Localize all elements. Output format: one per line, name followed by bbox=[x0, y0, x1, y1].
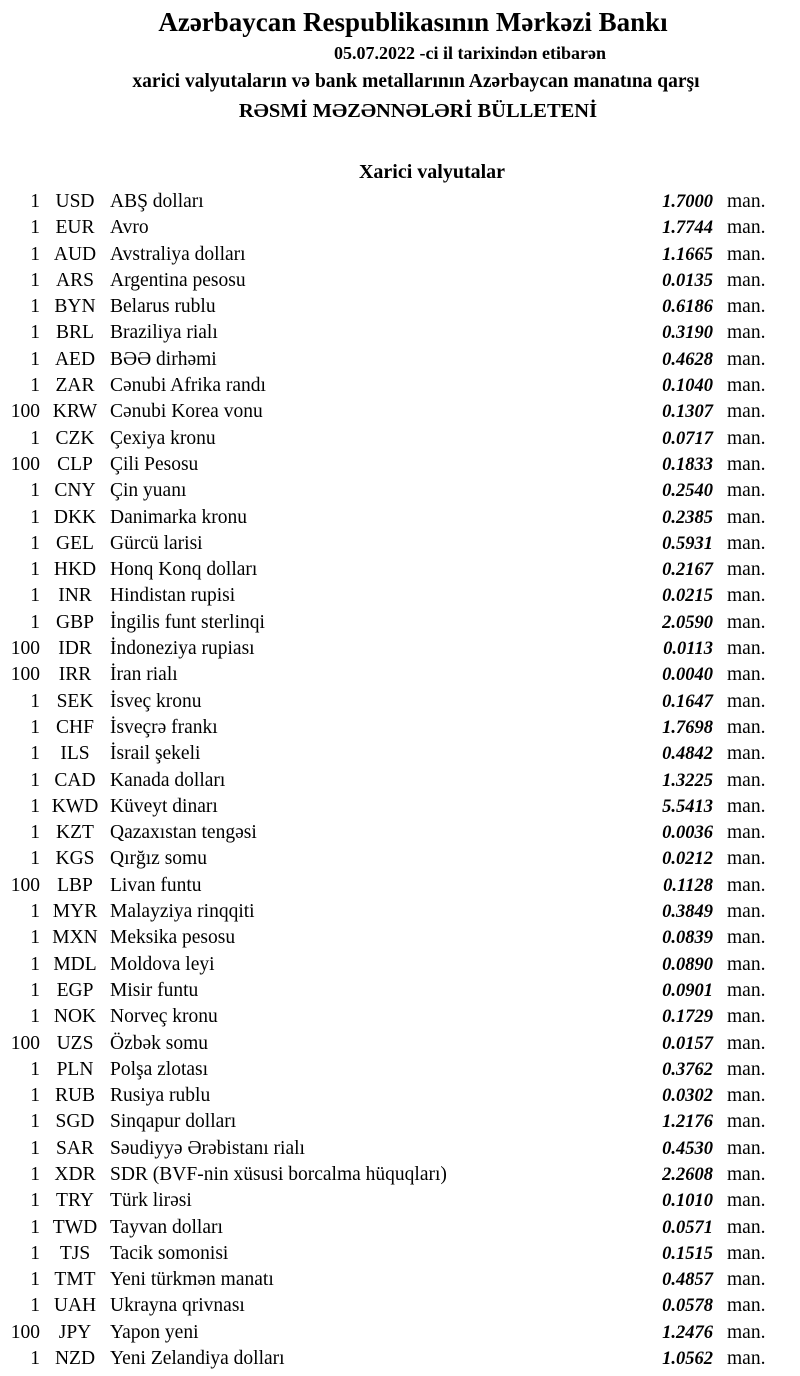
currency-code: LBP bbox=[57, 874, 93, 896]
exchange-rate: 0.0040 bbox=[662, 665, 713, 686]
exchange-rate: 0.1040 bbox=[662, 376, 713, 397]
exchange-rate: 0.2540 bbox=[662, 481, 713, 502]
currency-name: İndoneziya rupiası bbox=[110, 638, 255, 660]
currency-name: Avro bbox=[110, 217, 149, 239]
unit-label: man. bbox=[727, 611, 766, 633]
unit-label: man. bbox=[727, 848, 766, 870]
nominal-amount: 1 bbox=[30, 1111, 40, 1133]
currency-code: CAD bbox=[54, 769, 96, 791]
currency-code: UZS bbox=[56, 1032, 94, 1054]
rate-row bbox=[0, 1109, 800, 1135]
unit-label: man. bbox=[727, 901, 766, 923]
exchange-rate: 0.1729 bbox=[662, 1007, 713, 1028]
currency-name: Çili Pesosu bbox=[110, 453, 199, 475]
unit-label: man. bbox=[727, 427, 766, 449]
currency-name: Cənubi Korea vonu bbox=[110, 401, 263, 423]
currency-name: BƏƏ dirhəmi bbox=[110, 348, 217, 370]
currency-code: MXN bbox=[52, 927, 98, 949]
section-title-foreign-currencies: Xarici valyutalar bbox=[358, 161, 506, 183]
currency-code: AUD bbox=[53, 243, 97, 265]
unit-label: man. bbox=[727, 506, 766, 528]
currency-name: Yapon yeni bbox=[110, 1321, 199, 1343]
rate-row bbox=[0, 925, 800, 951]
currency-code: SAR bbox=[56, 1137, 94, 1159]
nominal-amount: 1 bbox=[30, 901, 40, 923]
unit-label: man. bbox=[727, 743, 766, 765]
currency-code: CHF bbox=[56, 716, 94, 738]
unit-label: man. bbox=[727, 979, 766, 1001]
rate-row bbox=[0, 320, 800, 346]
rate-row bbox=[0, 1162, 800, 1188]
rate-row bbox=[0, 1004, 800, 1030]
nominal-amount: 1 bbox=[30, 716, 40, 738]
exchange-rate: 1.2176 bbox=[662, 1112, 713, 1133]
currency-name: Yeni Zelandiya dolları bbox=[110, 1348, 285, 1370]
rate-row bbox=[0, 846, 800, 872]
exchange-rate: 0.1647 bbox=[662, 691, 713, 712]
exchange-rate: 0.4842 bbox=[662, 744, 713, 765]
exchange-rate: 0.1307 bbox=[662, 402, 713, 423]
exchange-rate: 0.3190 bbox=[662, 323, 713, 344]
currency-code: CZK bbox=[55, 427, 95, 449]
unit-label: man. bbox=[727, 716, 766, 738]
unit-label: man. bbox=[727, 1348, 766, 1370]
currency-name: Qazaxıstan tengəsi bbox=[110, 822, 257, 844]
rate-row bbox=[0, 1215, 800, 1241]
exchange-rate: 0.0578 bbox=[662, 1296, 713, 1317]
currency-code: MDL bbox=[53, 953, 97, 975]
unit-label: man. bbox=[727, 664, 766, 686]
unit-label: man. bbox=[727, 296, 766, 318]
rate-row bbox=[0, 373, 800, 399]
currency-code: SEK bbox=[56, 690, 94, 712]
nominal-amount: 1 bbox=[30, 1348, 40, 1370]
nominal-amount: 1 bbox=[30, 1137, 40, 1159]
currency-code: CNY bbox=[54, 480, 96, 502]
currency-name: Çin yuanı bbox=[110, 480, 187, 502]
currency-code: TJS bbox=[59, 1242, 91, 1264]
currency-name: Misir funtu bbox=[110, 979, 199, 1001]
exchange-rate: 2.0590 bbox=[662, 612, 713, 633]
rate-row bbox=[0, 1031, 800, 1057]
bulletin-title: RƏSMİ MƏZƏNNƏLƏRİ BÜLLETENİ bbox=[238, 100, 598, 122]
currency-code: NOK bbox=[53, 1006, 97, 1028]
currency-code: GBP bbox=[56, 611, 94, 633]
rate-row bbox=[0, 1346, 800, 1372]
nominal-amount: 100 bbox=[10, 638, 40, 660]
nominal-amount: 1 bbox=[30, 1269, 40, 1291]
rate-row bbox=[0, 610, 800, 636]
unit-label: man. bbox=[727, 1085, 766, 1107]
nominal-amount: 1 bbox=[30, 585, 40, 607]
currency-name: Norveç kronu bbox=[110, 1006, 218, 1028]
currency-code: XDR bbox=[54, 1163, 96, 1185]
nominal-amount: 1 bbox=[30, 979, 40, 1001]
unit-label: man. bbox=[727, 269, 766, 291]
currency-code: ARS bbox=[56, 269, 94, 291]
currency-name: Cənubi Afrika randı bbox=[110, 375, 266, 397]
currency-name: Argentina pesosu bbox=[110, 269, 246, 291]
exchange-rate: 0.4628 bbox=[662, 349, 713, 370]
rates-table bbox=[0, 189, 800, 1372]
rate-row bbox=[0, 399, 800, 425]
unit-label: man. bbox=[727, 585, 766, 607]
nominal-amount: 100 bbox=[10, 874, 40, 896]
currency-code: CLP bbox=[57, 453, 93, 475]
currency-name: SDR (BVF-nin xüsusi borcalma hüquqları) bbox=[110, 1163, 447, 1185]
rate-row bbox=[0, 531, 800, 557]
rate-row bbox=[0, 820, 800, 846]
unit-label: man. bbox=[727, 927, 766, 949]
unit-label: man. bbox=[727, 1006, 766, 1028]
exchange-rate: 0.0212 bbox=[662, 849, 713, 870]
exchange-rate: 0.6186 bbox=[662, 297, 713, 318]
currency-name: Rusiya rublu bbox=[110, 1085, 211, 1107]
currency-code: KRW bbox=[52, 401, 98, 423]
currency-code: UAH bbox=[53, 1295, 97, 1317]
nominal-amount: 1 bbox=[30, 743, 40, 765]
rate-row bbox=[0, 715, 800, 741]
currency-name: Honq Konq dolları bbox=[110, 559, 258, 581]
bank-name-title: Azərbaycan Respublikasının Mərkəzi Bankı bbox=[158, 7, 668, 37]
exchange-rate: 0.3849 bbox=[662, 902, 713, 923]
nominal-amount: 1 bbox=[30, 532, 40, 554]
unit-label: man. bbox=[727, 191, 766, 212]
currency-code: NZD bbox=[54, 1348, 96, 1370]
exchange-rate: 0.1128 bbox=[663, 875, 713, 896]
currency-name: Yeni türkmən manatı bbox=[110, 1269, 274, 1291]
unit-label: man. bbox=[727, 559, 766, 581]
currency-code: TWD bbox=[52, 1216, 98, 1238]
currency-name: Livan funtu bbox=[110, 874, 202, 896]
unit-label: man. bbox=[727, 375, 766, 397]
currency-name: Səudiyyə Ərəbistanı rialı bbox=[110, 1137, 305, 1159]
nominal-amount: 1 bbox=[30, 427, 40, 449]
rate-row bbox=[0, 768, 800, 794]
rate-row bbox=[0, 347, 800, 373]
nominal-amount: 1 bbox=[30, 191, 40, 212]
currency-code: GEL bbox=[56, 532, 94, 554]
unit-label: man. bbox=[727, 769, 766, 791]
currency-name: Türk lirəsi bbox=[110, 1190, 192, 1212]
currency-code: PLN bbox=[56, 1058, 94, 1080]
unit-label: man. bbox=[727, 795, 766, 817]
currency-name: Sinqapur dolları bbox=[110, 1111, 237, 1133]
exchange-rate: 0.5931 bbox=[662, 533, 713, 554]
rate-row bbox=[0, 1293, 800, 1319]
currency-name: İsrail şekeli bbox=[110, 743, 201, 765]
currency-name: ABŞ dolları bbox=[110, 191, 204, 212]
rate-row bbox=[0, 426, 800, 452]
nominal-amount: 1 bbox=[30, 822, 40, 844]
exchange-rate: 1.3225 bbox=[662, 770, 713, 791]
unit-label: man. bbox=[727, 348, 766, 370]
currency-code: BRL bbox=[56, 322, 94, 344]
rate-row bbox=[0, 557, 800, 583]
currency-code: HKD bbox=[53, 559, 97, 581]
exchange-rate: 0.0302 bbox=[662, 1086, 713, 1107]
rate-row bbox=[0, 478, 800, 504]
rate-row bbox=[0, 583, 800, 609]
currency-name: Gürcü larisi bbox=[110, 532, 203, 554]
rate-row bbox=[0, 662, 800, 688]
exchange-rate: 1.2476 bbox=[662, 1322, 713, 1343]
currency-code: SGD bbox=[55, 1111, 95, 1133]
currency-code: IDR bbox=[58, 638, 92, 660]
exchange-rate: 0.0113 bbox=[663, 639, 713, 660]
nominal-amount: 1 bbox=[30, 953, 40, 975]
currency-code: KWD bbox=[51, 795, 99, 817]
exchange-rate: 0.2167 bbox=[662, 560, 713, 581]
nominal-amount: 1 bbox=[30, 927, 40, 949]
exchange-rate: 0.0890 bbox=[662, 954, 713, 975]
exchange-rate: 0.0135 bbox=[662, 270, 713, 291]
unit-label: man. bbox=[727, 1190, 766, 1212]
nominal-amount: 1 bbox=[30, 559, 40, 581]
rate-row bbox=[0, 294, 800, 320]
currency-name: Belarus rublu bbox=[110, 296, 216, 318]
nominal-amount: 1 bbox=[30, 506, 40, 528]
currency-code: EUR bbox=[55, 217, 95, 239]
exchange-rate: 5.5413 bbox=[662, 796, 713, 817]
currency-name: Avstraliya dolları bbox=[110, 243, 246, 265]
rate-row bbox=[0, 636, 800, 662]
currency-code: EGP bbox=[56, 979, 94, 1001]
unit-label: man. bbox=[727, 322, 766, 344]
currency-name: Malayziya rinqqiti bbox=[110, 901, 255, 923]
currency-name: Özbək somu bbox=[110, 1032, 209, 1054]
currency-code: TRY bbox=[56, 1190, 94, 1212]
nominal-amount: 1 bbox=[30, 1085, 40, 1107]
exchange-rate: 0.1010 bbox=[662, 1191, 713, 1212]
exchange-rate: 0.4530 bbox=[662, 1138, 713, 1159]
currency-name: Tacik somonisi bbox=[110, 1242, 229, 1264]
currency-name: Ukrayna qrivnası bbox=[110, 1295, 245, 1317]
nominal-amount: 100 bbox=[10, 1321, 40, 1343]
unit-label: man. bbox=[727, 453, 766, 475]
unit-label: man. bbox=[727, 243, 766, 265]
currency-name: Kanada dolları bbox=[110, 769, 226, 791]
currency-name: Küveyt dinarı bbox=[110, 795, 218, 817]
nominal-amount: 1 bbox=[30, 1295, 40, 1317]
exchange-rate: 1.1665 bbox=[662, 244, 713, 265]
nominal-amount: 1 bbox=[30, 1216, 40, 1238]
nominal-amount: 1 bbox=[30, 1242, 40, 1264]
unit-label: man. bbox=[727, 822, 766, 844]
unit-label: man. bbox=[727, 401, 766, 423]
exchange-rate: 2.2608 bbox=[662, 1164, 713, 1185]
currency-name: Meksika pesosu bbox=[110, 927, 236, 949]
rate-row bbox=[0, 873, 800, 899]
unit-label: man. bbox=[727, 480, 766, 502]
nominal-amount: 1 bbox=[30, 848, 40, 870]
effective-date-line: 05.07.2022 -ci il tarixindən etibarən bbox=[334, 43, 606, 63]
currency-name: İngilis funt sterlinqi bbox=[110, 611, 265, 633]
rate-row bbox=[0, 1241, 800, 1267]
nominal-amount: 1 bbox=[30, 269, 40, 291]
currency-code: JPY bbox=[58, 1321, 92, 1343]
exchange-rate: 0.2385 bbox=[662, 507, 713, 528]
currency-code: AED bbox=[54, 348, 96, 370]
rate-row bbox=[0, 1136, 800, 1162]
unit-label: man. bbox=[727, 1111, 766, 1133]
nominal-amount: 1 bbox=[30, 348, 40, 370]
rate-row bbox=[0, 242, 800, 268]
unit-label: man. bbox=[727, 217, 766, 239]
unit-label: man. bbox=[727, 1295, 766, 1317]
nominal-amount: 1 bbox=[30, 690, 40, 712]
currency-name: Çexiya kronu bbox=[110, 427, 216, 449]
unit-label: man. bbox=[727, 1269, 766, 1291]
currency-code: TMT bbox=[54, 1269, 96, 1291]
nominal-amount: 1 bbox=[30, 375, 40, 397]
unit-label: man. bbox=[727, 532, 766, 554]
currency-name: Tayvan dolları bbox=[110, 1216, 223, 1238]
exchange-rate: 1.7000 bbox=[662, 192, 713, 212]
currency-code: MYR bbox=[52, 901, 98, 923]
rate-row bbox=[0, 452, 800, 478]
rate-row bbox=[0, 1267, 800, 1293]
exchange-rate: 1.0562 bbox=[662, 1349, 713, 1370]
rate-row bbox=[0, 268, 800, 294]
unit-label: man. bbox=[727, 1321, 766, 1343]
unit-label: man. bbox=[727, 1216, 766, 1238]
bulletin-subtitle: xarici valyutaların və bank metallarının Azərbaycan manatına qarşı bbox=[132, 71, 700, 92]
unit-label: man. bbox=[727, 874, 766, 896]
unit-label: man. bbox=[727, 1137, 766, 1159]
nominal-amount: 1 bbox=[30, 243, 40, 265]
exchange-rate: 0.3762 bbox=[662, 1059, 713, 1080]
rate-row bbox=[0, 189, 800, 215]
rate-row bbox=[0, 952, 800, 978]
rate-row bbox=[0, 689, 800, 715]
nominal-amount: 1 bbox=[30, 769, 40, 791]
exchange-rate: 0.0901 bbox=[662, 980, 713, 1001]
currency-name: Moldova leyi bbox=[110, 953, 215, 975]
exchange-rate: 0.0839 bbox=[662, 928, 713, 949]
nominal-amount: 1 bbox=[30, 1058, 40, 1080]
nominal-amount: 1 bbox=[30, 296, 40, 318]
rate-row bbox=[0, 505, 800, 531]
rate-row bbox=[0, 794, 800, 820]
exchange-rate: 0.1515 bbox=[662, 1243, 713, 1264]
currency-name: Qırğız somu bbox=[110, 848, 207, 870]
currency-code: RUB bbox=[54, 1085, 96, 1107]
nominal-amount: 100 bbox=[10, 401, 40, 423]
nominal-amount: 100 bbox=[10, 453, 40, 475]
currency-name: Braziliya rialı bbox=[110, 322, 218, 344]
unit-label: man. bbox=[727, 1032, 766, 1054]
rate-row bbox=[0, 1083, 800, 1109]
rate-row bbox=[0, 978, 800, 1004]
currency-code: DKK bbox=[53, 506, 97, 528]
exchange-rate: 1.7744 bbox=[662, 218, 713, 239]
exchange-rate: 0.1833 bbox=[662, 454, 713, 475]
exchange-rate: 0.0717 bbox=[662, 428, 713, 449]
unit-label: man. bbox=[727, 690, 766, 712]
currency-name: Hindistan rupisi bbox=[110, 585, 236, 607]
exchange-rate: 0.0036 bbox=[662, 823, 713, 844]
exchange-rate: 1.7698 bbox=[662, 717, 713, 738]
rate-row bbox=[0, 215, 800, 241]
nominal-amount: 1 bbox=[30, 217, 40, 239]
nominal-amount: 1 bbox=[30, 480, 40, 502]
rate-row bbox=[0, 741, 800, 767]
nominal-amount: 1 bbox=[30, 1006, 40, 1028]
rate-row bbox=[0, 1320, 800, 1346]
currency-name: Danimarka kronu bbox=[110, 506, 247, 528]
unit-label: man. bbox=[727, 1058, 766, 1080]
unit-label: man. bbox=[727, 1242, 766, 1264]
currency-name: İsveçrə frankı bbox=[110, 716, 218, 738]
nominal-amount: 100 bbox=[10, 664, 40, 686]
currency-code: ILS bbox=[60, 743, 90, 765]
nominal-amount: 100 bbox=[10, 1032, 40, 1054]
unit-label: man. bbox=[727, 1163, 766, 1185]
currency-code: ZAR bbox=[55, 375, 95, 397]
unit-label: man. bbox=[727, 638, 766, 660]
exchange-rate: 0.0571 bbox=[662, 1217, 713, 1238]
unit-label: man. bbox=[727, 953, 766, 975]
currency-name: İsveç kronu bbox=[110, 690, 202, 712]
rate-row bbox=[0, 1057, 800, 1083]
exchange-rate: 0.4857 bbox=[662, 1270, 713, 1291]
currency-code: BYN bbox=[54, 296, 96, 318]
currency-code: KZT bbox=[56, 822, 94, 844]
nominal-amount: 1 bbox=[30, 1190, 40, 1212]
currency-name: İran rialı bbox=[110, 664, 178, 686]
nominal-amount: 1 bbox=[30, 1163, 40, 1185]
currency-code: INR bbox=[58, 585, 92, 607]
nominal-amount: 1 bbox=[30, 322, 40, 344]
exchange-rate: 0.0157 bbox=[662, 1033, 713, 1054]
nominal-amount: 1 bbox=[30, 795, 40, 817]
currency-code: USD bbox=[55, 191, 95, 212]
exchange-rate: 0.0215 bbox=[662, 586, 713, 607]
currency-code: IRR bbox=[58, 664, 92, 686]
rate-row bbox=[0, 1188, 800, 1214]
currency-name: Polşa zlotası bbox=[110, 1058, 209, 1080]
nominal-amount: 1 bbox=[30, 611, 40, 633]
currency-code: KGS bbox=[55, 848, 95, 870]
rate-row bbox=[0, 899, 800, 925]
